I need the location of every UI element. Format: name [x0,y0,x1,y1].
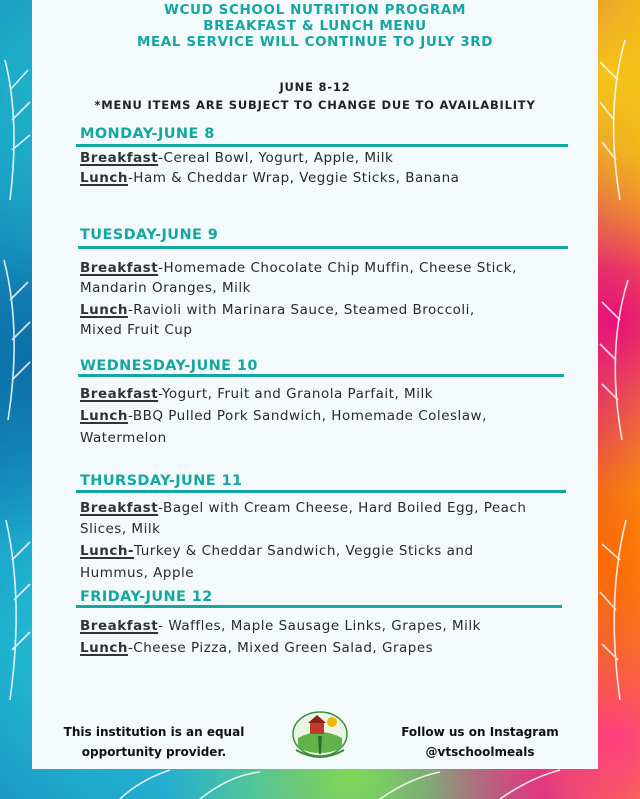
menu-text: -Cheese Pizza, Mixed Green Salad, Grapes [127,640,434,656]
breakfast-label: Breakfast [80,618,159,634]
divider [78,374,564,377]
menu-text: -Cereal Bowl, Yogurt, Apple, Milk [158,150,394,166]
friday-lunch [80,640,433,656]
monday-lunch [80,170,459,186]
divider [76,605,562,608]
menu-text: -Ham & Cheddar Wrap, Veggie Sticks, Banana [127,170,460,186]
day-heading-friday: FRIDAY-JUNE 12 [80,589,213,605]
menu-text-continued: Mandarin Oranges, Milk [80,280,251,296]
menu-text-continued: Slices, Milk [80,521,161,537]
equal-opportunity-statement [56,722,252,762]
instagram-text: Follow us on Instagram [401,725,559,739]
statement-line: opportunity provider. [81,745,227,759]
day-heading-monday: MONDAY-JUNE 8 [80,126,215,142]
friday-breakfast [80,618,481,634]
instagram-promo [380,722,580,762]
menu-text: -Bagel with Cream Cheese, Hard Boiled Egg, Peach [158,500,527,516]
menu-text: Turkey & Cheddar Sandwich, Veggie Sticks and [134,543,474,559]
instagram-handle[interactable]: @vtschoolmeals [425,745,535,759]
breakfast-label: Breakfast [80,386,159,402]
breakfast-label: Breakfast [80,150,159,166]
thursday-breakfast [80,500,526,516]
day-heading-wednesday: WEDNESDAY-JUNE 10 [80,358,258,374]
header-title-program: WCUD SCHOOL NUTRITION PROGRAM [164,2,466,18]
tuesday-lunch [80,302,475,318]
header-title-menu: BREAKFAST & LUNCH MENU [203,18,427,34]
divider [78,246,568,249]
breakfast-label: Breakfast [80,500,159,516]
menu-text: -Ravioli with Marinara Sauce, Steamed Broccoli, [127,302,475,318]
menu-text: - Waffles, Maple Sausage Links, Grapes, Milk [158,618,481,634]
tuesday-breakfast [80,260,517,276]
day-heading-thursday: THURSDAY-JUNE 11 [80,473,243,489]
divider [76,144,568,147]
day-heading-tuesday: TUESDAY-JUNE 9 [80,227,219,243]
breakfast-label: Breakfast [80,260,159,276]
availability-notice: *MENU ITEMS ARE SUBJECT TO CHANGE DUE TO AVAILABILITY [94,98,536,112]
monday-breakfast [80,150,393,166]
thursday-lunch [80,543,474,559]
header-title-service: MEAL SERVICE WILL CONTINUE TO JULY 3RD [136,34,494,50]
lunch-label: Lunch [80,302,128,318]
statement-line: This institution is an equal [63,725,245,739]
lunch-label: Lunch [80,408,128,424]
divider [76,490,566,493]
menu-text: -Yogurt, Fruit and Granola Parfait, Milk [158,386,434,402]
school-nutrition-logo [290,708,350,764]
menu-text-continued: Watermelon [80,430,167,446]
wednesday-breakfast [80,386,433,402]
menu-text-continued: Mixed Fruit Cup [80,322,193,338]
week-range: JUNE 8-12 [279,80,351,94]
menu-text: -BBQ Pulled Pork Sandwich, Homemade Coleslaw, [127,408,487,424]
lunch-label: Lunch- [80,543,135,559]
menu-text-continued: Hummus, Apple [80,565,195,581]
wednesday-lunch [80,408,487,424]
menu-text: -Homemade Chocolate Chip Muffin, Cheese Stick, [158,260,517,276]
lunch-label: Lunch [80,170,128,186]
lunch-label: Lunch [80,640,128,656]
